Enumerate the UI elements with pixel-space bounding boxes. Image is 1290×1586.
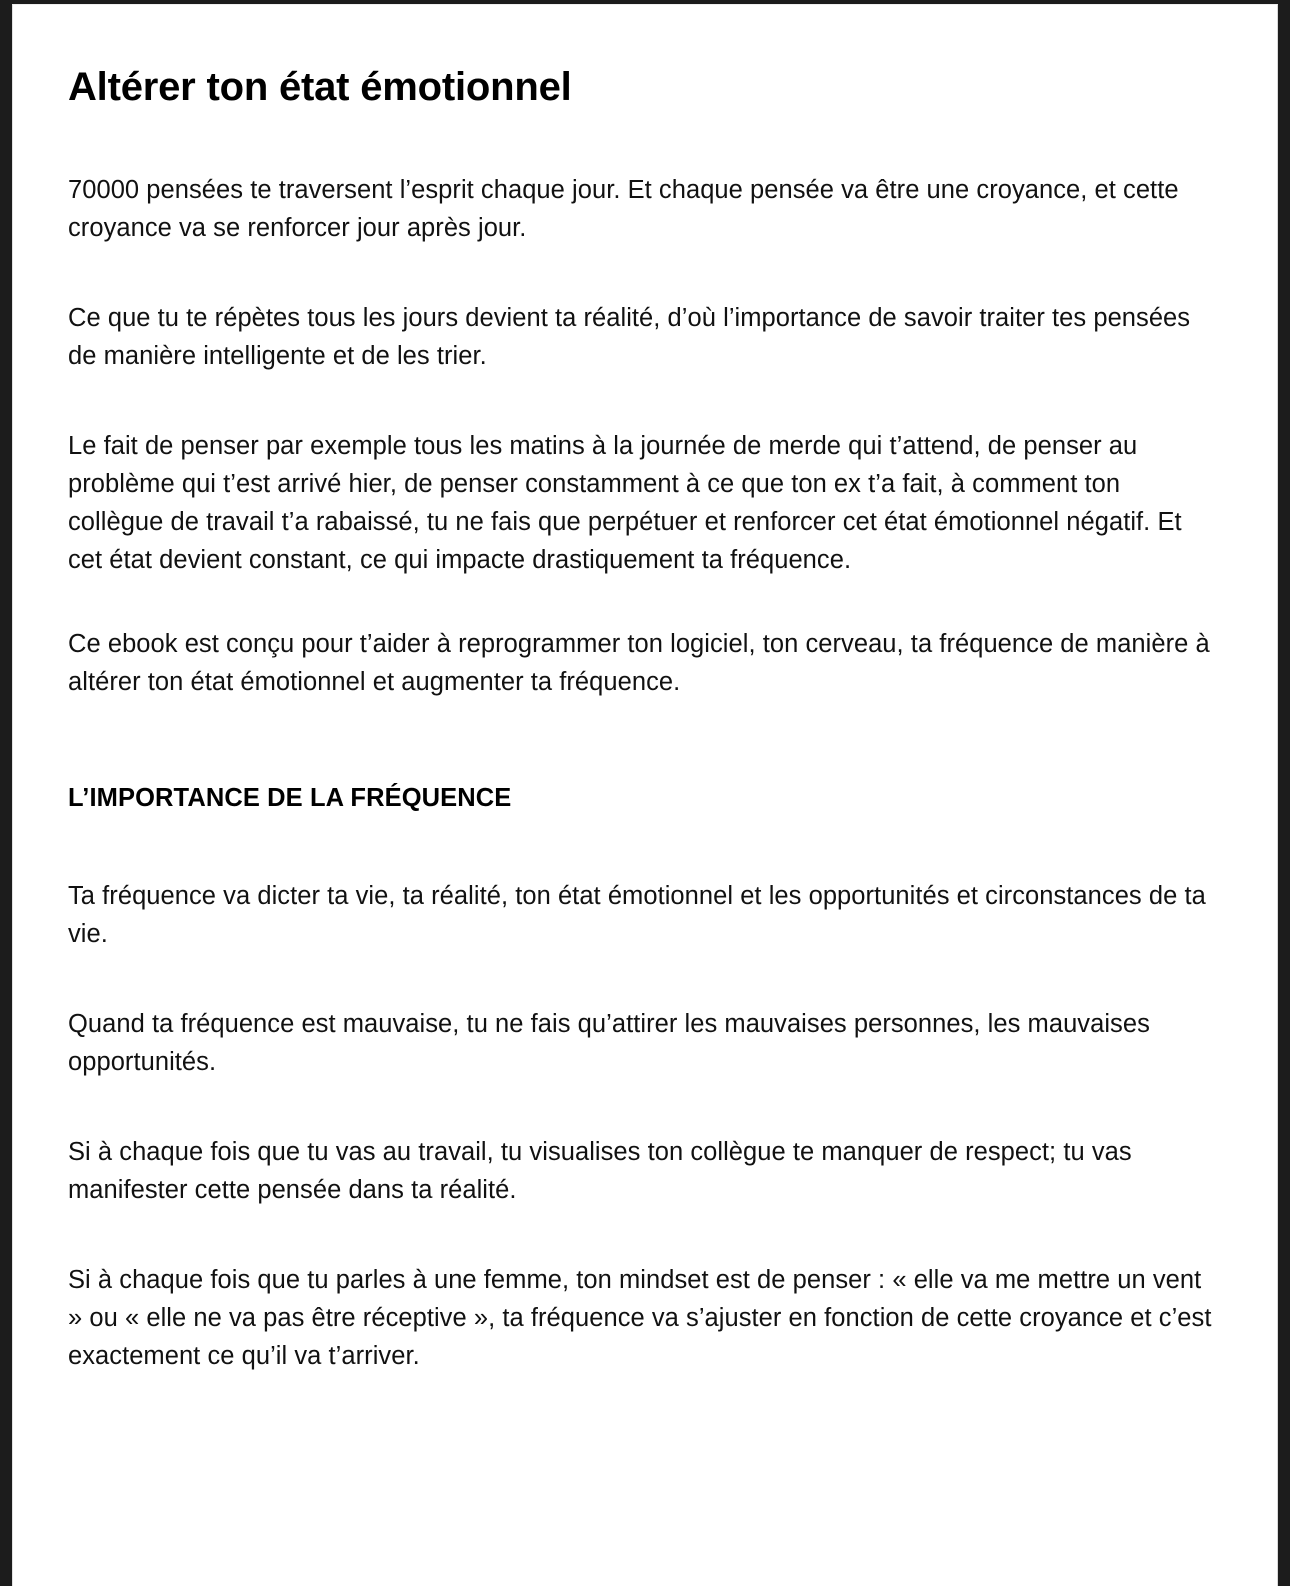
document-body	[68, 171, 1225, 1375]
page-title: Altérer ton état émotionnel	[68, 65, 572, 109]
section-heading-frequence: L’IMPORTANCE DE LA FRÉQUENCE	[68, 784, 512, 812]
paragraph-intro-thoughts: 70000 pensées te traversent l’esprit chaque jour. Et chaque pensée va être une croyance, et cette croyance va se renforcer jour après jour.	[68, 176, 1179, 242]
paragraph-negative-thought-loop: Le fait de penser par exemple tous les matins à la journée de merde qui t’attend, de penser au problème qui t’est arrivé hier, de penser constamment à ce que ton ex t’a fait, à comment ton collègue de travail t’a rabaissé, tu ne fais que perpétuer et renforcer cet état émotionnel négatif. Et cet état devient constant, ce qui impacte drastiquement ta fréquence.	[68, 432, 1182, 574]
paragraph-bad-frequency: Quand ta fréquence est mauvaise, tu ne fais qu’attirer les mauvaises personnes, les mauvaises opportunités.	[68, 1010, 1150, 1076]
paragraph-ebook-purpose: Ce ebook est conçu pour t’aider à reprogrammer ton logiciel, ton cerveau, ta fréquence de manière à altérer ton état émotionnel et augmenter ta fréquence.	[68, 630, 1210, 696]
paragraph-frequency-dictates-life: Ta fréquence va dicter ta vie, ta réalité, ton état émotionnel et les opportunités et circonstances de ta vie.	[68, 882, 1206, 948]
document-page	[12, 4, 1278, 1586]
paragraph-repetition-reality: Ce que tu te répètes tous les jours devient ta réalité, d’où l’importance de savoir traiter tes pensées de manière intelligente et de les trier.	[68, 304, 1191, 370]
page-content	[13, 5, 1277, 1375]
paragraph-work-visualisation: Si à chaque fois que tu vas au travail, tu visualises ton collègue te manquer de respect; tu vas manifester cette pensée dans ta réalité.	[68, 1138, 1132, 1204]
paragraph-mindset-femme: Si à chaque fois que tu parles à une femme, ton mindset est de penser : « elle va me mettre un vent » ou « elle ne va pas être réceptive », ta fréquence va s’ajuster en fonction de cette croyance et c’est exactement ce qu’il va t’arriver.	[68, 1266, 1212, 1370]
